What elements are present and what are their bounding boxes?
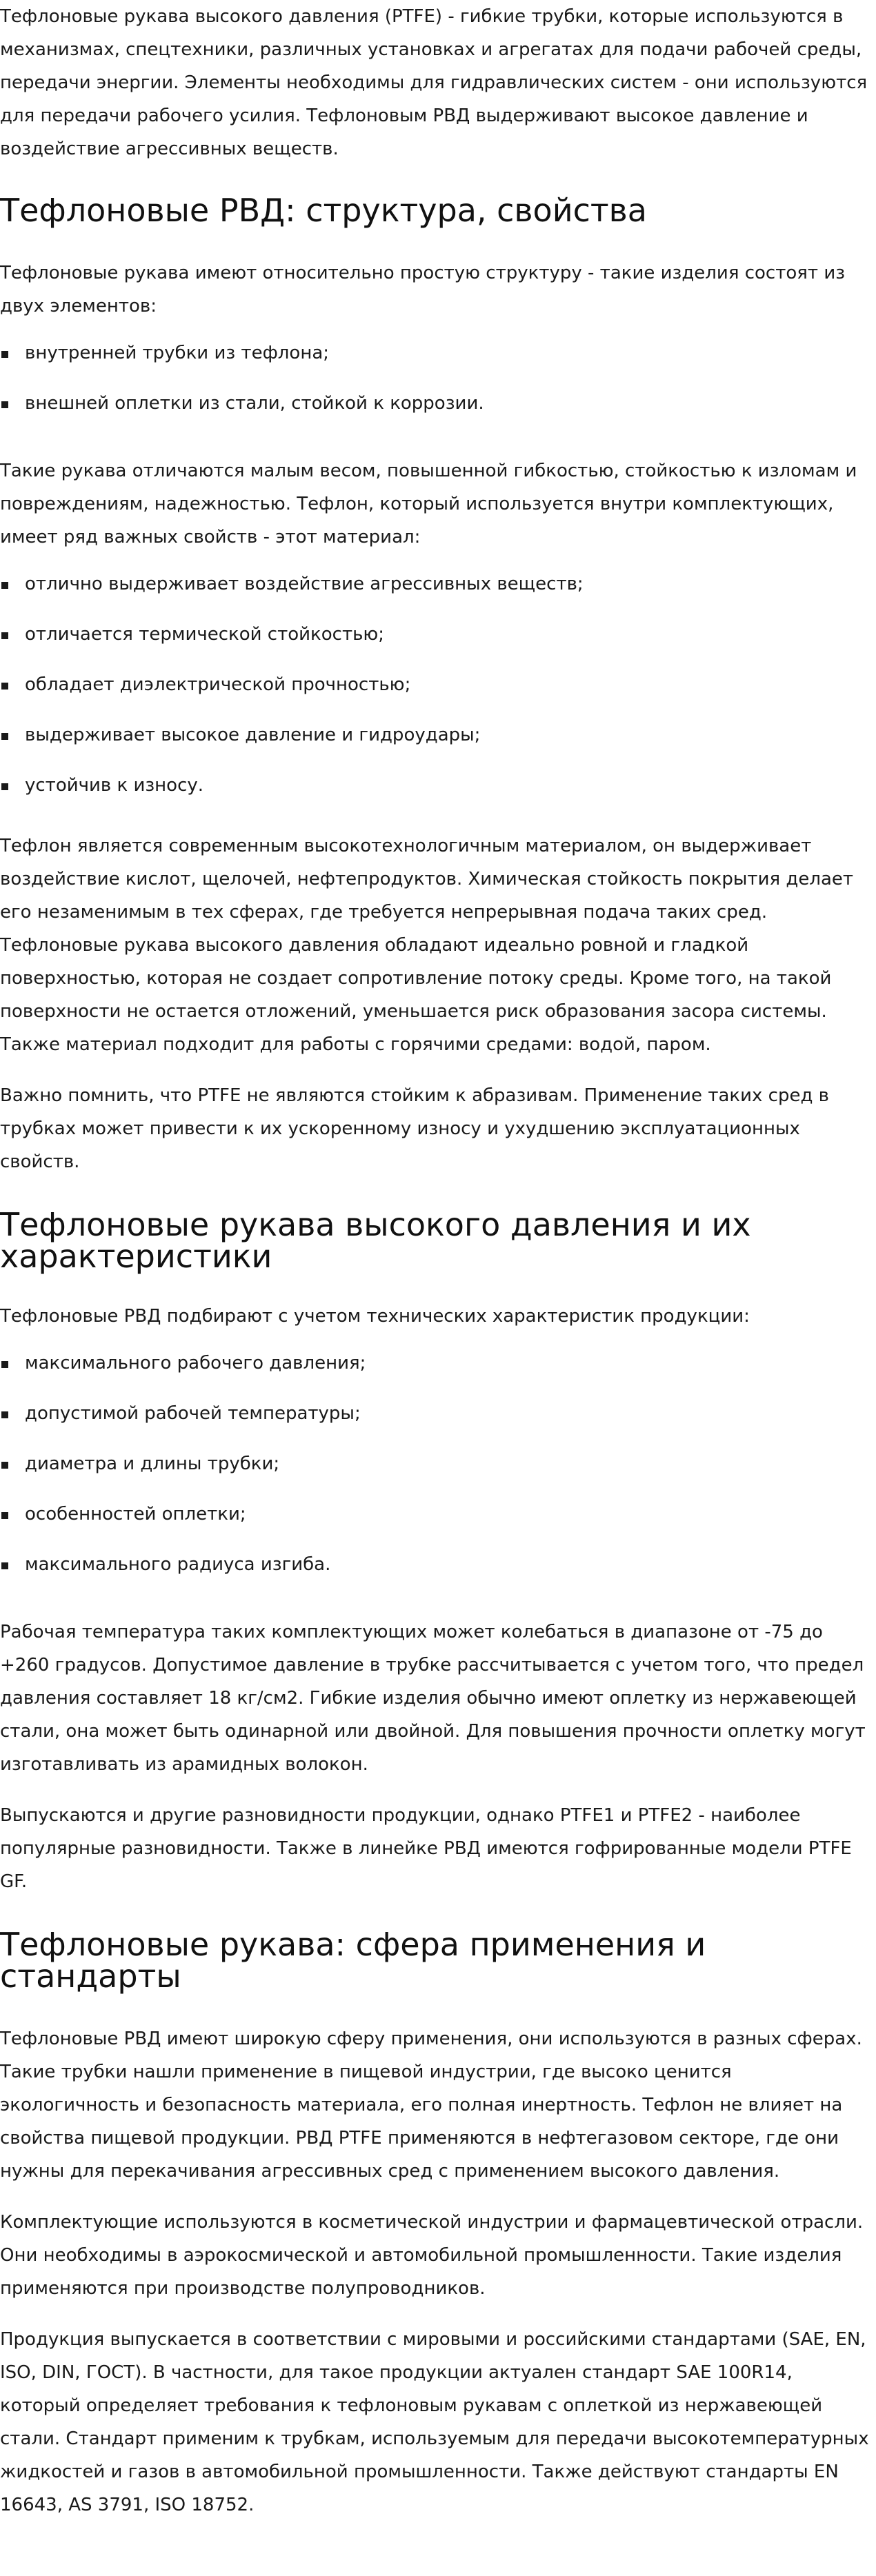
criteria-list bbox=[0, 1347, 873, 1581]
square-bullet-icon bbox=[1, 632, 8, 639]
square-bullet-icon bbox=[1, 1361, 8, 1368]
structure-paragraph: Тефлоновые рукава имеют относительно простую структуру - такие изделия состоят из двух элементов: bbox=[0, 263, 846, 316]
list-item bbox=[0, 1548, 873, 1581]
list-item bbox=[0, 1397, 873, 1430]
square-bullet-icon bbox=[1, 401, 8, 408]
selection-paragraph: Тефлоновые РВД подбирают с учетом технических характеристик продукции: bbox=[0, 1306, 750, 1327]
square-bullet-icon bbox=[1, 783, 8, 790]
temperature-paragraph: Рабочая температура таких комплектующих может колебаться в диапазоне от -75 до +260 градусов. Допустимое давление в трубке рассчитывается с учетом того, что предел давления составляет 18 кг/см2. Гибкие изделия обычно имеют оплетку из нержавеющей стали, она может быть одинарной или двойной. Для повышения прочности оплетку могут изготавливать из арамидных волокон. bbox=[0, 1622, 866, 1775]
teflon-paragraph: Тефлон является современным высокотехнологичным материалом, он выдерживает воздействие кислот, щелочей, нефтепродуктов. Химическая стойкость покрытия делает его незаменимым в тех сферах, где требуется непрерывная подача таких сред. Тефлоновые рукава высокого давления обладают идеально ровной и гладкой поверхностью, которая не создает сопротивление потоку среды. Кроме того, на такой поверхности не остается отложений, уменьшается риск образования засора системы. Также материал подходит для работы с горячими средами: водой, паром. bbox=[0, 836, 854, 1055]
list-item-text: обладает диэлектрической прочностью; bbox=[25, 674, 411, 695]
list-item bbox=[0, 1447, 873, 1480]
list-item-text: выдерживает высокое давление и гидроудары; bbox=[25, 725, 481, 745]
list-item bbox=[0, 769, 873, 802]
types-paragraph: Выпускаются и другие разновидности продукции, однако PTFE1 и PTFE2 - наиболее популярные разновидности. Также в линейке РВД имеются гофрированные модели PTFE GF. bbox=[0, 1805, 852, 1892]
list-item-text: допустимой рабочей температуры; bbox=[25, 1403, 361, 1424]
list-item bbox=[0, 668, 873, 701]
properties-list bbox=[0, 567, 873, 802]
square-bullet-icon bbox=[1, 1411, 8, 1418]
square-bullet-icon bbox=[1, 1462, 8, 1469]
list-item bbox=[0, 567, 873, 601]
square-bullet-icon bbox=[1, 1512, 8, 1519]
scope-paragraph: Тефлоновые РВД имеют широкую сферу применения, они используются в разных сферах. Такие трубки нашли применение в пищевой индустрии, где высоко ценится экологичность и безопасность материала, его полная инертность. Тефлон не влияет на свойства пищевой продукции. РВД PTFE применяются в нефтегазовом секторе, где они нужны для перекачивания агрессивных сред с применением высокого давления. bbox=[0, 2029, 862, 2182]
list-item-text: внутренней трубки из тефлона; bbox=[25, 343, 330, 363]
heading-application-standards: Тефлоновые рукава: сфера применения и стандарты bbox=[0, 1926, 706, 1995]
list-item-text: максимального радиуса изгиба. bbox=[25, 1554, 331, 1575]
properties-intro-paragraph: Такие рукава отличаются малым весом, повышенной гибкостью, стойкостью к изломам и повреждениям, надежностью. Тефлон, который используется внутри комплектующих, имеет ряд важных свойств - этот материал: bbox=[0, 461, 857, 547]
square-bullet-icon bbox=[1, 683, 8, 690]
list-item-text: устойчив к износу. bbox=[25, 775, 204, 796]
list-item-text: максимального рабочего давления; bbox=[25, 1353, 366, 1373]
square-bullet-icon bbox=[1, 351, 8, 358]
square-bullet-icon bbox=[1, 1562, 8, 1569]
list-item bbox=[0, 387, 873, 420]
components-list bbox=[0, 336, 873, 420]
heading-structure-properties: Тефлоновые РВД: структура, свойства bbox=[0, 192, 647, 229]
standards-paragraph: Продукция выпускается в соответствии с мировыми и российскими стандартами (SAE, EN, ISO, DIN, ГОСТ). В частности, для такое продукции актуален стандарт SAE 100R14, который определяет требования к тефлоновым рукавам с оплеткой из нержавеющей стали. Стандарт применим к трубкам, используемым для передачи высокотемпературных жидкостей и газов в автомобильной промышленности. Также действуют стандарты EN 16643, AS 3791, ISO 18752. bbox=[0, 2329, 869, 2515]
list-item bbox=[0, 1498, 873, 1531]
list-item-text: отлично выдерживает воздействие агрессивных веществ; bbox=[25, 574, 584, 594]
list-item bbox=[0, 618, 873, 651]
list-item-text: диаметра и длины трубки; bbox=[25, 1453, 280, 1474]
list-item bbox=[0, 1347, 873, 1380]
square-bullet-icon bbox=[1, 582, 8, 589]
square-bullet-icon bbox=[1, 733, 8, 740]
list-item-text: внешней оплетки из стали, стойкой к коррозии. bbox=[25, 393, 484, 414]
intro-paragraph: Тефлоновые рукава высокого давления (PTFE) - гибкие трубки, которые используются в механизмах, спецтехники, различных установках и агрегатах для подачи рабочей среды, передачи энергии. Элементы необходимы для гидравлических систем - они используются для передачи рабочего усилия. Тефлоновым РВД выдерживают высокое давление и воздействие агрессивных веществ. bbox=[0, 6, 868, 159]
heading-characteristics: Тефлоновые рукава высокого давления и их характеристики bbox=[0, 1206, 751, 1275]
abrasive-paragraph: Важно помнить, что PTFE не являются стойким к абразивам. Применение таких сред в трубках может привести к их ускоренному износу и ухудшению эксплуатационных свойств. bbox=[0, 1085, 830, 1172]
list-item-text: отличается термической стойкостью; bbox=[25, 624, 385, 645]
list-item-text: особенностей оплетки; bbox=[25, 1504, 246, 1525]
list-item bbox=[0, 718, 873, 752]
list-item bbox=[0, 336, 873, 370]
industries-paragraph: Комплектующие используются в косметической индустрии и фармацевтической отрасли. Они необходимы в аэрокосмической и автомобильной промышленности. Такие изделия применяются при производстве полупроводников. bbox=[0, 2212, 864, 2299]
